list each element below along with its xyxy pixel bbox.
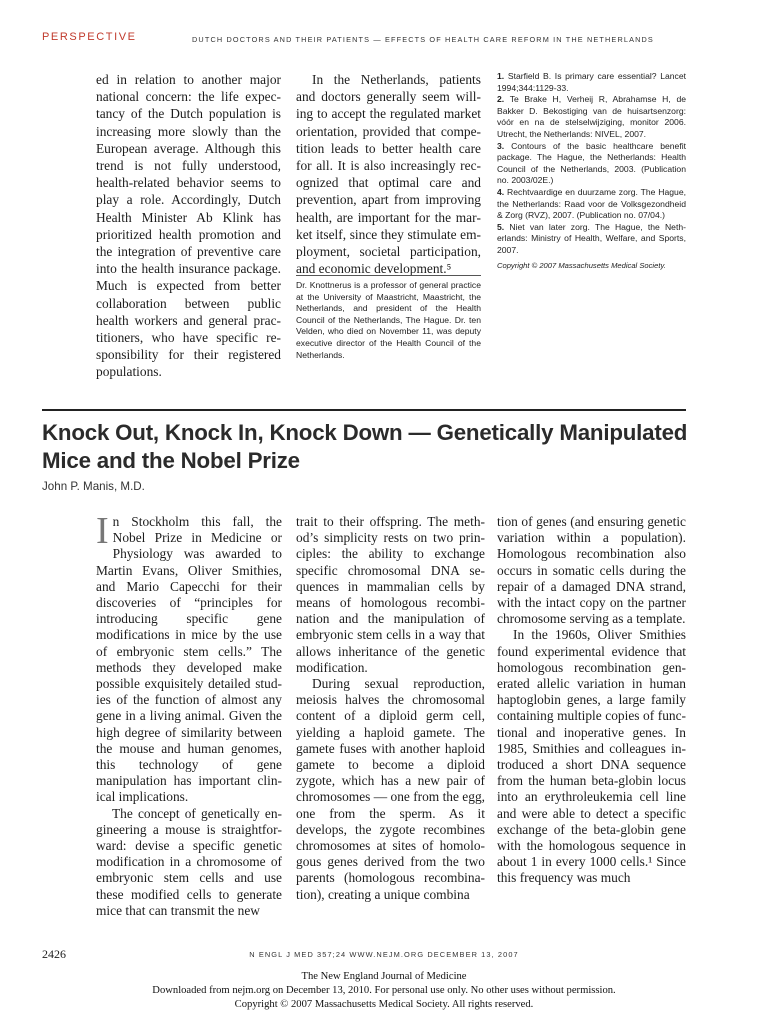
copyright-notice: Copyright © 2007 Massachusetts Medical Society. All rights reserved.: [234, 999, 534, 1010]
reference-item: 1. Starfield B. Is primary care essential? Lancet 1994;344:1129-33.: [497, 71, 686, 93]
article-column-3: [497, 514, 686, 887]
references-list: [497, 71, 686, 271]
running-title: DUTCH DOCTORS AND THEIR PATIENTS — EFFECTS OF HEALTH CARE REFORM IN THE NETHERLANDS: [192, 35, 654, 44]
article-paragraph: In the 1960s, Oliver Smithies found experimental evidence that homologous recombination generated allelic variation in human haptoglobin genes, a large family containing multiple copies of functional and inoperative genes. In 1985, Smithies and colleagues introduced a short DNA sequence from the human beta-globin locus into an erythroleukemia cell line and were able to detect a specific exchange of the beta-globin gene with the homologous sequence in about 1 in every 1000 cells.¹ Since this frequency was much: [497, 627, 686, 886]
journal-name: The New England Journal of Medicine: [301, 971, 467, 982]
page-number: 2426: [42, 947, 66, 961]
reference-item: 4. Rechtvaardige en duurzame zorg. The Hague, the Netherlands: Raad voor de Volksgezondheid & Zorg (RVZ), 2007. (Publication no. 07/04.): [497, 186, 686, 221]
journal-citation: N ENGL J MED 357;24 WWW.NEJM.ORG DECEMBER 13, 2007: [249, 950, 519, 959]
article-column-2: [296, 514, 485, 903]
article-byline: John P. Manis, M.D.: [42, 480, 145, 493]
article-column-1: [96, 510, 282, 919]
reference-item: 5. Niet van later zorg. The Hague, the Netherlands: Ministry of Health, Welfare, and Sports, 2007.: [497, 221, 687, 255]
section-label: PERSPECTIVE: [42, 31, 137, 43]
prev-article-paragraph: In the Netherlands, patients and doctors generally seem willing to accept the regulated market orientation, provided that competition leads to better health care for all. It is also increasingly recognized that optimal care and prevention, apart from improving health, are important for the market itself, since they stimulate employment, societal participation, and economic development.⁵: [296, 72, 481, 277]
article-title: Knock Out, Knock In, Knock Down — Genetically Manipulated Mice and the Nobel Prize: [42, 420, 688, 473]
prev-article-column-1: [96, 71, 281, 381]
references-copyright: Copyright © 2007 Massachusetts Medical Society.: [497, 260, 666, 270]
reference-item: 2. Te Brake H, Verheij R, Abrahamse H, de Bakker D. Bekostiging van de huisartsenzorg: vóór en na de stelselwijziging, monitor 2006. Utrecht, the Netherlands: NIVEL, 2007.: [497, 94, 686, 139]
prev-article-paragraph: ed in relation to another major national concern: the life expectancy of the Dutch population is increasing more slowly than the European average. Although this trend is not fully understood, health-related behavior seems to play a role. Accordingly, Dutch Health Minister Ab Klink has prioritized health promotion and the integration of preventive care into the health insurance package. Much is expected from better collaboration between public health workers and general practitioners, who have specific responsibility for their registered populations.: [96, 72, 281, 380]
article-paragraph: The concept of genetically engineering a mouse is straightforward: devise a specific genetic modification in a chromosome of embryonic stem cells and use these modified cells to generate mice that can transmit the new: [96, 805, 282, 918]
download-notice: Downloaded from nejm.org on December 13, 2010. For personal use only. No other uses without permission.: [152, 985, 616, 996]
author-note: Dr. Knottnerus is a professor of general practice at the University of Maastricht, Maastricht, the Netherlands, and president of the Health Council of the Netherlands, The Hague. Dr. ten Velden, who died on November 11, was deputy executive director of the Health Council of the Netherlands.: [296, 280, 481, 360]
prev-article-column-2: [296, 71, 481, 277]
article-divider: [42, 409, 686, 411]
reference-item: 3. Contours of the basic healthcare benefit package. The Hague, the Netherlands: Health Council of the Netherlands, 2003. (Publication no. 2003/02E.): [497, 140, 687, 186]
author-note-rule: [296, 275, 481, 276]
article-paragraph: In Stockholm this fall, the Nobel Prize in Medicine or Physiology was awarded to Martin Evans, Oliver Smithies, and Mario Capecchi for their discoveries of “principles for introducing specific gene modifications in mice by the use of embryonic stem cells.” The methods they developed make possible exquisitely detailed studies of the function of almost any gene in a living animal. Given the high degree of similarity between the mouse and human genomes, this technology of gene manipulation has important clinical implications.: [96, 510, 282, 805]
article-paragraph: tion of genes (and ensuring genetic variation within a population). Homologous recombination also occurs in somatic cells during the repair of a damaged DNA strand, with the intact copy on the partner chromosome serving as a template.: [497, 514, 686, 627]
article-paragraph: trait to their offspring. The method’s simplicity rests on two principles: the ability to exchange specific chromosomal DNA sequences in mammalian cells by means of homologous recombination and the manipulation of embryonic stem cells in a way that allows inheritance of the genetic modification.: [296, 514, 485, 675]
article-paragraph: During sexual reproduction, meiosis halves the chromosomal content of a diploid germ cell, yielding a haploid gamete. The gamete fuses with another haploid gamete to become a diploid zygote, which has a new pair of chromosomes — one from the egg, one from the sperm. As it develops, the zygote recombines chromosomes at sites of homologous genes derived from the two parents (homologous recombination), creating a unique combina: [296, 676, 485, 902]
drop-cap: I: [96, 510, 109, 552]
